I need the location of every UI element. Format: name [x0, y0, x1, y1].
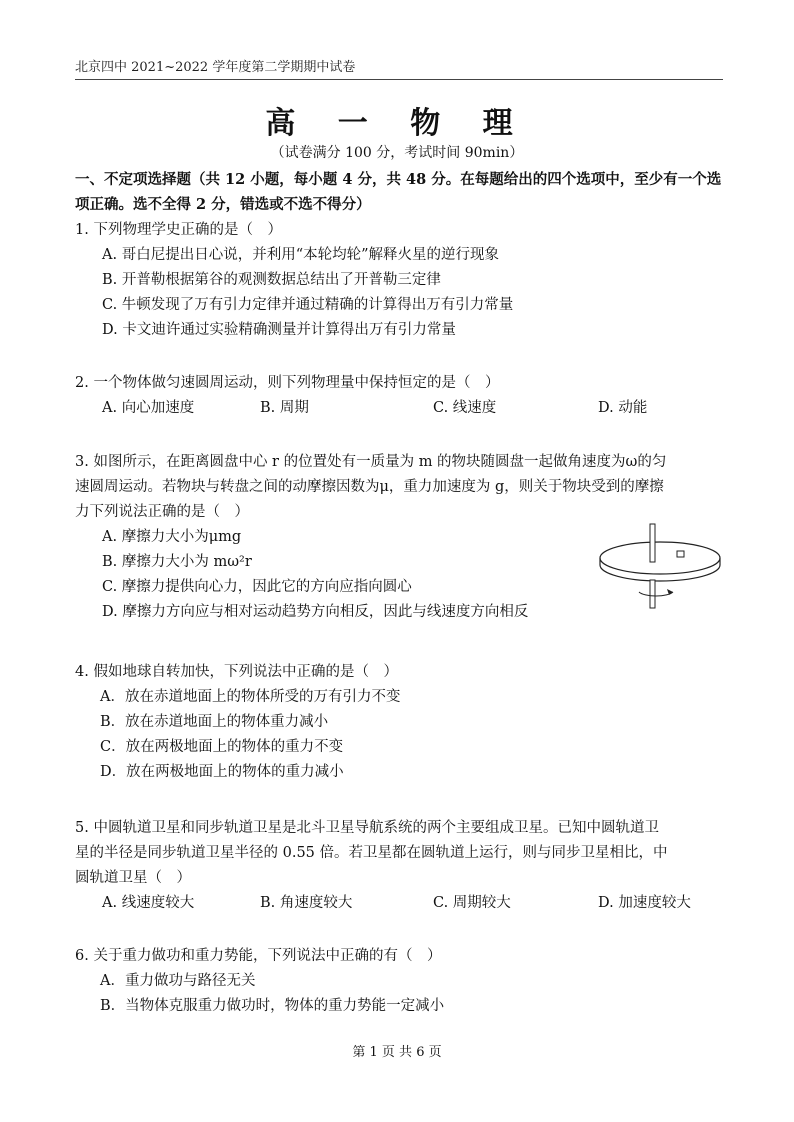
arrow-head-icon	[667, 589, 673, 595]
axle-top	[650, 524, 655, 562]
option-c: C. 摩擦力提供向心力，因此它的方向应指向圆心	[102, 579, 412, 595]
option-d: D. 加速度较大	[598, 895, 691, 911]
option-a: A. 摩擦力大小为μmg	[102, 529, 242, 545]
option-b: B. 摩擦力大小为 mω²r	[102, 554, 252, 570]
option-c: C．放在两极地面上的物体的重力不变	[100, 739, 344, 755]
option-d: D. 动能	[598, 400, 648, 416]
option-c: C. 线速度	[433, 400, 497, 416]
option-d: D. 摩擦力方向应与相对运动趋势方向相反，因此与线速度方向相反	[102, 604, 529, 620]
question-stem: 速圆周运动。若物块与转盘之间的动摩擦因数为μ，重力加速度为 g，则关于物块受到的摩擦	[75, 479, 664, 495]
exam-subtitle: （试卷满分 100 分，考试时间 90min）	[270, 145, 524, 161]
question-stem: 5. 中圆轨道卫星和同步轨道卫星是北斗卫星导航系统的两个主要组成卫星。已知中圆轨道卫	[75, 820, 659, 836]
options-row	[75, 891, 725, 916]
question-stem: 4. 假如地球自转加快，下列说法中正确的是（ ）	[75, 664, 398, 680]
option-b: B．当物体克服重力做功时，物体的重力势能一定减小	[100, 998, 445, 1014]
disk-top	[600, 542, 720, 574]
question-5	[75, 816, 725, 916]
question-stem: 圆轨道卫星（ ）	[75, 870, 191, 886]
question-stem: 3. 如图所示，在距离圆盘中心 r 的位置处有一质量为 m 的物块随圆盘一起做角速度为ω的匀	[75, 454, 667, 470]
option-b: B. 开普勒根据第谷的观测数据总结出了开普勒三定律	[102, 272, 441, 288]
option-a: A. 线速度较大	[102, 895, 195, 911]
section-heading: 一、不定项选择题（共 12 小题，每小题 4 分，共 48 分。在每题给出的四个选项中，至少有一个选项正确。选不全得 2 分，错选或不选不得分）	[75, 171, 722, 213]
question-4	[75, 660, 725, 785]
question-stem: 1. 下列物理学史正确的是（ ）	[75, 222, 282, 238]
option-a: A．放在赤道地面上的物体所受的万有引力不变	[100, 689, 401, 705]
question-stem: 2. 一个物体做匀速圆周运动，则下列物理量中保持恒定的是（ ）	[75, 375, 500, 391]
question-stem: 力下列说法正确的是（ ）	[75, 504, 249, 520]
rotation-arrow	[639, 592, 673, 596]
option-c: C. 牛顿发现了万有引力定律并通过精确的计算得出万有引力常量	[102, 297, 514, 313]
question-2	[75, 371, 725, 421]
option-b: B. 周期	[260, 400, 309, 416]
page-title: 高 一 物 理	[265, 106, 529, 141]
options-row	[75, 396, 725, 421]
block	[677, 551, 684, 557]
option-d: D．放在两极地面上的物体的重力减小	[100, 764, 344, 780]
option-a: A．重力做功与路径无关	[100, 973, 256, 989]
option-a: A. 哥白尼提出日心说，并利用“本轮均轮”解释火星的逆行现象	[102, 247, 500, 263]
turntable-figure	[595, 520, 725, 610]
question-1	[75, 218, 725, 343]
option-b: B. 角速度较大	[260, 895, 353, 911]
option-a: A. 向心加速度	[102, 400, 195, 416]
option-b: B．放在赤道地面上的物体重力减小	[100, 714, 329, 730]
page-footer: 第 1 页 共 6 页	[352, 1045, 442, 1060]
question-stem: 6. 关于重力做功和重力势能，下列说法中正确的有（ ）	[75, 948, 442, 964]
axle-bottom	[650, 580, 655, 608]
question-stem: 星的半径是同步轨道卫星半径的 0.55 倍。若卫星都在圆轨道上运行，则与同步卫星相比，中	[75, 845, 668, 861]
question-6	[75, 944, 725, 1019]
option-d: D. 卡文迪许通过实验精确测量并计算得出万有引力常量	[102, 322, 456, 338]
option-c: C. 周期较大	[433, 895, 511, 911]
exam-header: 北京四中 2021~2022 学年度第二学期期中试卷	[75, 56, 723, 80]
